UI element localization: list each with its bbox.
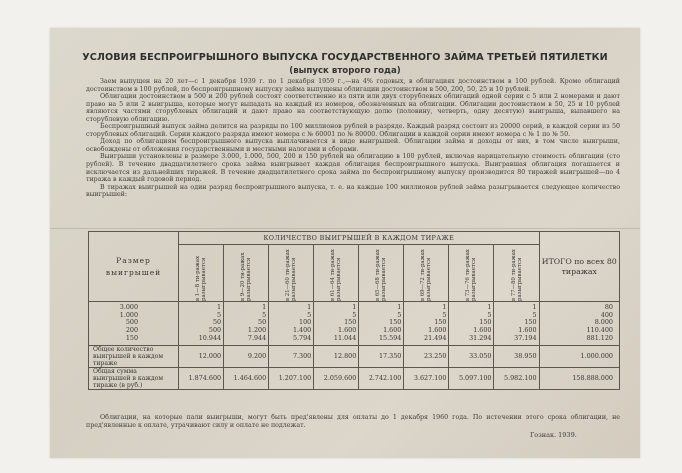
prize-count: 150 — [479, 318, 492, 327]
draw-sum: 1.464.600 — [224, 367, 269, 389]
draw-sum: 5.097.100 — [449, 367, 494, 389]
prize-count: 15.594 — [378, 333, 402, 342]
count-header: КОЛИЧЕСТВО ВЫИГРЫШЕЙ В КАЖДОМ ТИРАЖЕ — [179, 232, 540, 245]
prize-count: 5 — [487, 310, 492, 319]
draw-count: 33.050 — [449, 345, 494, 367]
draw-header-7 — [449, 245, 494, 302]
size-header: Размер выигрышей — [89, 232, 179, 302]
paragraph-term: Заем выпущен на 20 лет—с 1 декабря 1939 г. по 1 декабря 1959 г.,—на 4% годовых, в облигациях достоинством в 100 рублей. Кроме облигаций достоинством в 100 рублей, по беспроигрышному выпуску займа выпущены облигации достоинством в 500, 200, 50, 25 и 10 рублей. — [86, 78, 620, 93]
prize-count: 100 — [299, 318, 312, 327]
draw-sum: 5.982.100 — [494, 367, 539, 389]
prize-count: 5 — [352, 310, 357, 319]
count-row-label: Общее количество выигрышей в каждом тираже — [89, 345, 179, 367]
col-draw-5 — [359, 302, 404, 346]
prize-size: 1.000 — [119, 310, 139, 319]
draw-header-text: в 77—80 ти-ражах разыгрывается — [510, 249, 523, 301]
prize-count: 1 — [352, 303, 357, 311]
prize-count: 7.944 — [247, 333, 267, 342]
prize-total: 110.400 — [586, 326, 613, 335]
draw-count: 7.300 — [269, 345, 314, 367]
prize-count: 1 — [217, 303, 222, 311]
col-draw-7 — [449, 302, 494, 346]
prize-count: 150 — [389, 318, 402, 327]
prize-count: 1.600 — [383, 326, 402, 335]
prize-count: 1 — [532, 303, 537, 311]
draw-count: 38.950 — [494, 345, 539, 367]
draw-count-total: 1.000.000 — [539, 345, 619, 367]
draw-sum: 3.627.100 — [404, 367, 449, 389]
prize-count: 31.294 — [469, 333, 492, 342]
prize-count: 5 — [307, 310, 312, 319]
prize-count: 10.944 — [198, 333, 222, 342]
draw-count: 12.000 — [179, 345, 224, 367]
prize-count: 5 — [217, 310, 222, 319]
totals-cell — [539, 302, 619, 346]
draw-sum: 2.059.600 — [314, 367, 359, 389]
draw-header-text: в 61—64 ти-ражах разыгрывается — [330, 249, 343, 301]
draw-header-3 — [269, 245, 314, 302]
prize-total: 881.120 — [586, 333, 613, 342]
col-draw-1 — [179, 302, 224, 346]
document-title: УСЛОВИЯ БЕСПРОИГРЫШНОГО ВЫПУСКА ГОСУДАРСТВЕННОГО ЗАЙМА ТРЕТЬЕЙ ПЯТИЛЕТКИ — [82, 52, 608, 63]
prize-count: 1 — [487, 303, 492, 311]
prize-size: 150 — [125, 333, 139, 342]
prize-table — [88, 231, 620, 390]
prize-count: 1.600 — [518, 326, 537, 335]
paragraph-table-intro: В тиражах выигрышей на один разряд беспроигрышного выпуска, т. е. на каждые 100 миллионов рублей займа разыгрывается следующее количество выигрышей: — [86, 183, 620, 199]
col-draw-4 — [314, 302, 359, 346]
prize-count: 150 — [434, 318, 447, 327]
prize-count: 5 — [442, 310, 447, 319]
prize-count: 1.600 — [338, 326, 357, 335]
bond-reverse-sheet — [50, 28, 640, 458]
prize-total: 80 — [604, 303, 613, 311]
conditions-text — [86, 78, 620, 199]
prize-count: 1.600 — [428, 326, 447, 335]
prize-count: 1.600 — [473, 326, 492, 335]
prize-count: 150 — [524, 318, 537, 327]
draw-header-text: в 9—20 ти-ражах разыгрывается — [240, 252, 253, 301]
prize-count: 5 — [532, 310, 537, 319]
draw-count: 17.350 — [359, 345, 404, 367]
prize-total: 8.000 — [594, 318, 613, 327]
draw-count: 9.200 — [224, 345, 269, 367]
prize-count: 50 — [258, 318, 267, 327]
draw-header-1 — [179, 245, 224, 302]
col-draw-3 — [269, 302, 314, 346]
paragraph-denominations: Облигации достоинством в 500 и 200 рублей состоят соответственно из пяти или двух сторублевых облигаций одной серии с 5 или 2 номерами и дают право на 5 или 2 выигрыша, которые могут выпадать на каждый из номеров, обозначенных на облигации. Облигации достоинством в 50, 25 и 10 рублей являются частями сторублевых облигаций и дают право на соответствующую долю (половину, четверть, одну десятую) выигрыша, выпавшего на сторублевую облигацию. — [86, 93, 620, 123]
prize-count: 5 — [397, 310, 402, 319]
draw-header-text: в 65—68 ти-ражах разыгрывается — [375, 249, 388, 301]
sizes-cell — [89, 302, 179, 346]
draw-count: 12.800 — [314, 345, 359, 367]
prize-size: 200 — [125, 326, 139, 335]
prize-size: 3.000 — [119, 303, 139, 311]
draw-count: 23.250 — [404, 345, 449, 367]
footer-text — [86, 414, 620, 429]
draw-header-8 — [494, 245, 539, 302]
draw-sum: 2.742.100 — [359, 367, 404, 389]
prize-size: 500 — [125, 318, 139, 327]
prize-count: 37.194 — [514, 333, 537, 342]
draw-header-text: в 69—72 ти-ражах разыгрывается — [420, 249, 433, 301]
sum-row-label: Общая сумма выигрышей в каждом тираже (в руб.) — [89, 367, 179, 389]
col-draw-6 — [404, 302, 449, 346]
draw-header-6 — [404, 245, 449, 302]
prize-count: 5 — [262, 310, 267, 319]
prize-count: 50 — [212, 318, 222, 327]
prize-count: 150 — [344, 318, 357, 327]
draw-header-4 — [314, 245, 359, 302]
paragraph-series: Беспроигрышный выпуск займа делится на разряды по 100 миллионов рублей в разряде. Каждый разряд состоит из 20000 серий, в каждой серии из 50 сторублевых облигаций. Серии каждого разряда имеют номера с № 60001 по № 80000. Облигации в каждой серии имеют номера с № 1 по № 50. — [86, 123, 620, 138]
prize-count: 21.494 — [424, 333, 447, 342]
document-subtitle: (выпуск второго года) — [289, 66, 401, 76]
draw-header-2 — [224, 245, 269, 302]
draw-header-text: в 73—76 ти-ражах разыгрывается — [465, 249, 478, 301]
printer-imprint: Гознак. 1939. — [530, 431, 577, 439]
draw-header-text: в 1—8 ти-ражах разыгрывается — [195, 256, 208, 301]
draw-header-text: в 21—60 ти-ражах разыгрывается — [285, 249, 298, 301]
footer-paragraph: Облигации, на которые пали выигрыши, могут быть пред'явлены для оплаты до 1 декабря 1960 года. По истечении этого срока облигации, не пред'явленные к оплате, утрачивают силу и оплате не подлежат. — [86, 414, 620, 429]
prize-count: 500 — [208, 326, 222, 335]
prize-count: 1 — [442, 303, 447, 311]
prize-count: 1 — [307, 303, 312, 311]
prize-count: 1.200 — [247, 326, 267, 335]
prize-count: 5.794 — [292, 333, 312, 342]
col-draw-8 — [494, 302, 539, 346]
prize-count: 11.044 — [333, 333, 357, 342]
total-header: ИТОГО по всех 80 тиражах — [539, 232, 619, 302]
prize-count: 1 — [262, 303, 267, 311]
prize-total: 400 — [600, 310, 613, 319]
draw-sum-total: 158.888.000 — [539, 367, 619, 389]
draw-sum: 1.207.100 — [269, 367, 314, 389]
paragraph-income: Доход по облигациям беспроигрышного выпуска выплачивается в виде выигрышей. Облигации займа и доходы от них, в том числе выигрыши, освобождены от обложения государственными и местными налогами и сборами. — [86, 138, 620, 153]
draw-sum: 1.874.600 — [179, 367, 224, 389]
prize-count: 1.400 — [292, 326, 312, 335]
paper-fold-line — [50, 228, 640, 229]
draw-header-5 — [359, 245, 404, 302]
prize-count: 1 — [397, 303, 402, 311]
col-draw-2 — [224, 302, 269, 346]
paragraph-prizes: Выигрыши установлены в размере 3.000, 1.000, 500, 200 и 150 рублей на облигацию в 100 рублей, включая нарицательную стоимость облигации (сто рублей). В течение двадцатилетнего срока займа выигрывает каждая облигация беспроигрышного выпуска. Выигравшая облигация погашается и исключается из дальнейших тиражей. В течение двадцатилетнего срока займа по беспроигрышному выпуску производится 80 тиражей выигрышей—по 4 тиража в каждый годовой период. — [86, 153, 620, 184]
